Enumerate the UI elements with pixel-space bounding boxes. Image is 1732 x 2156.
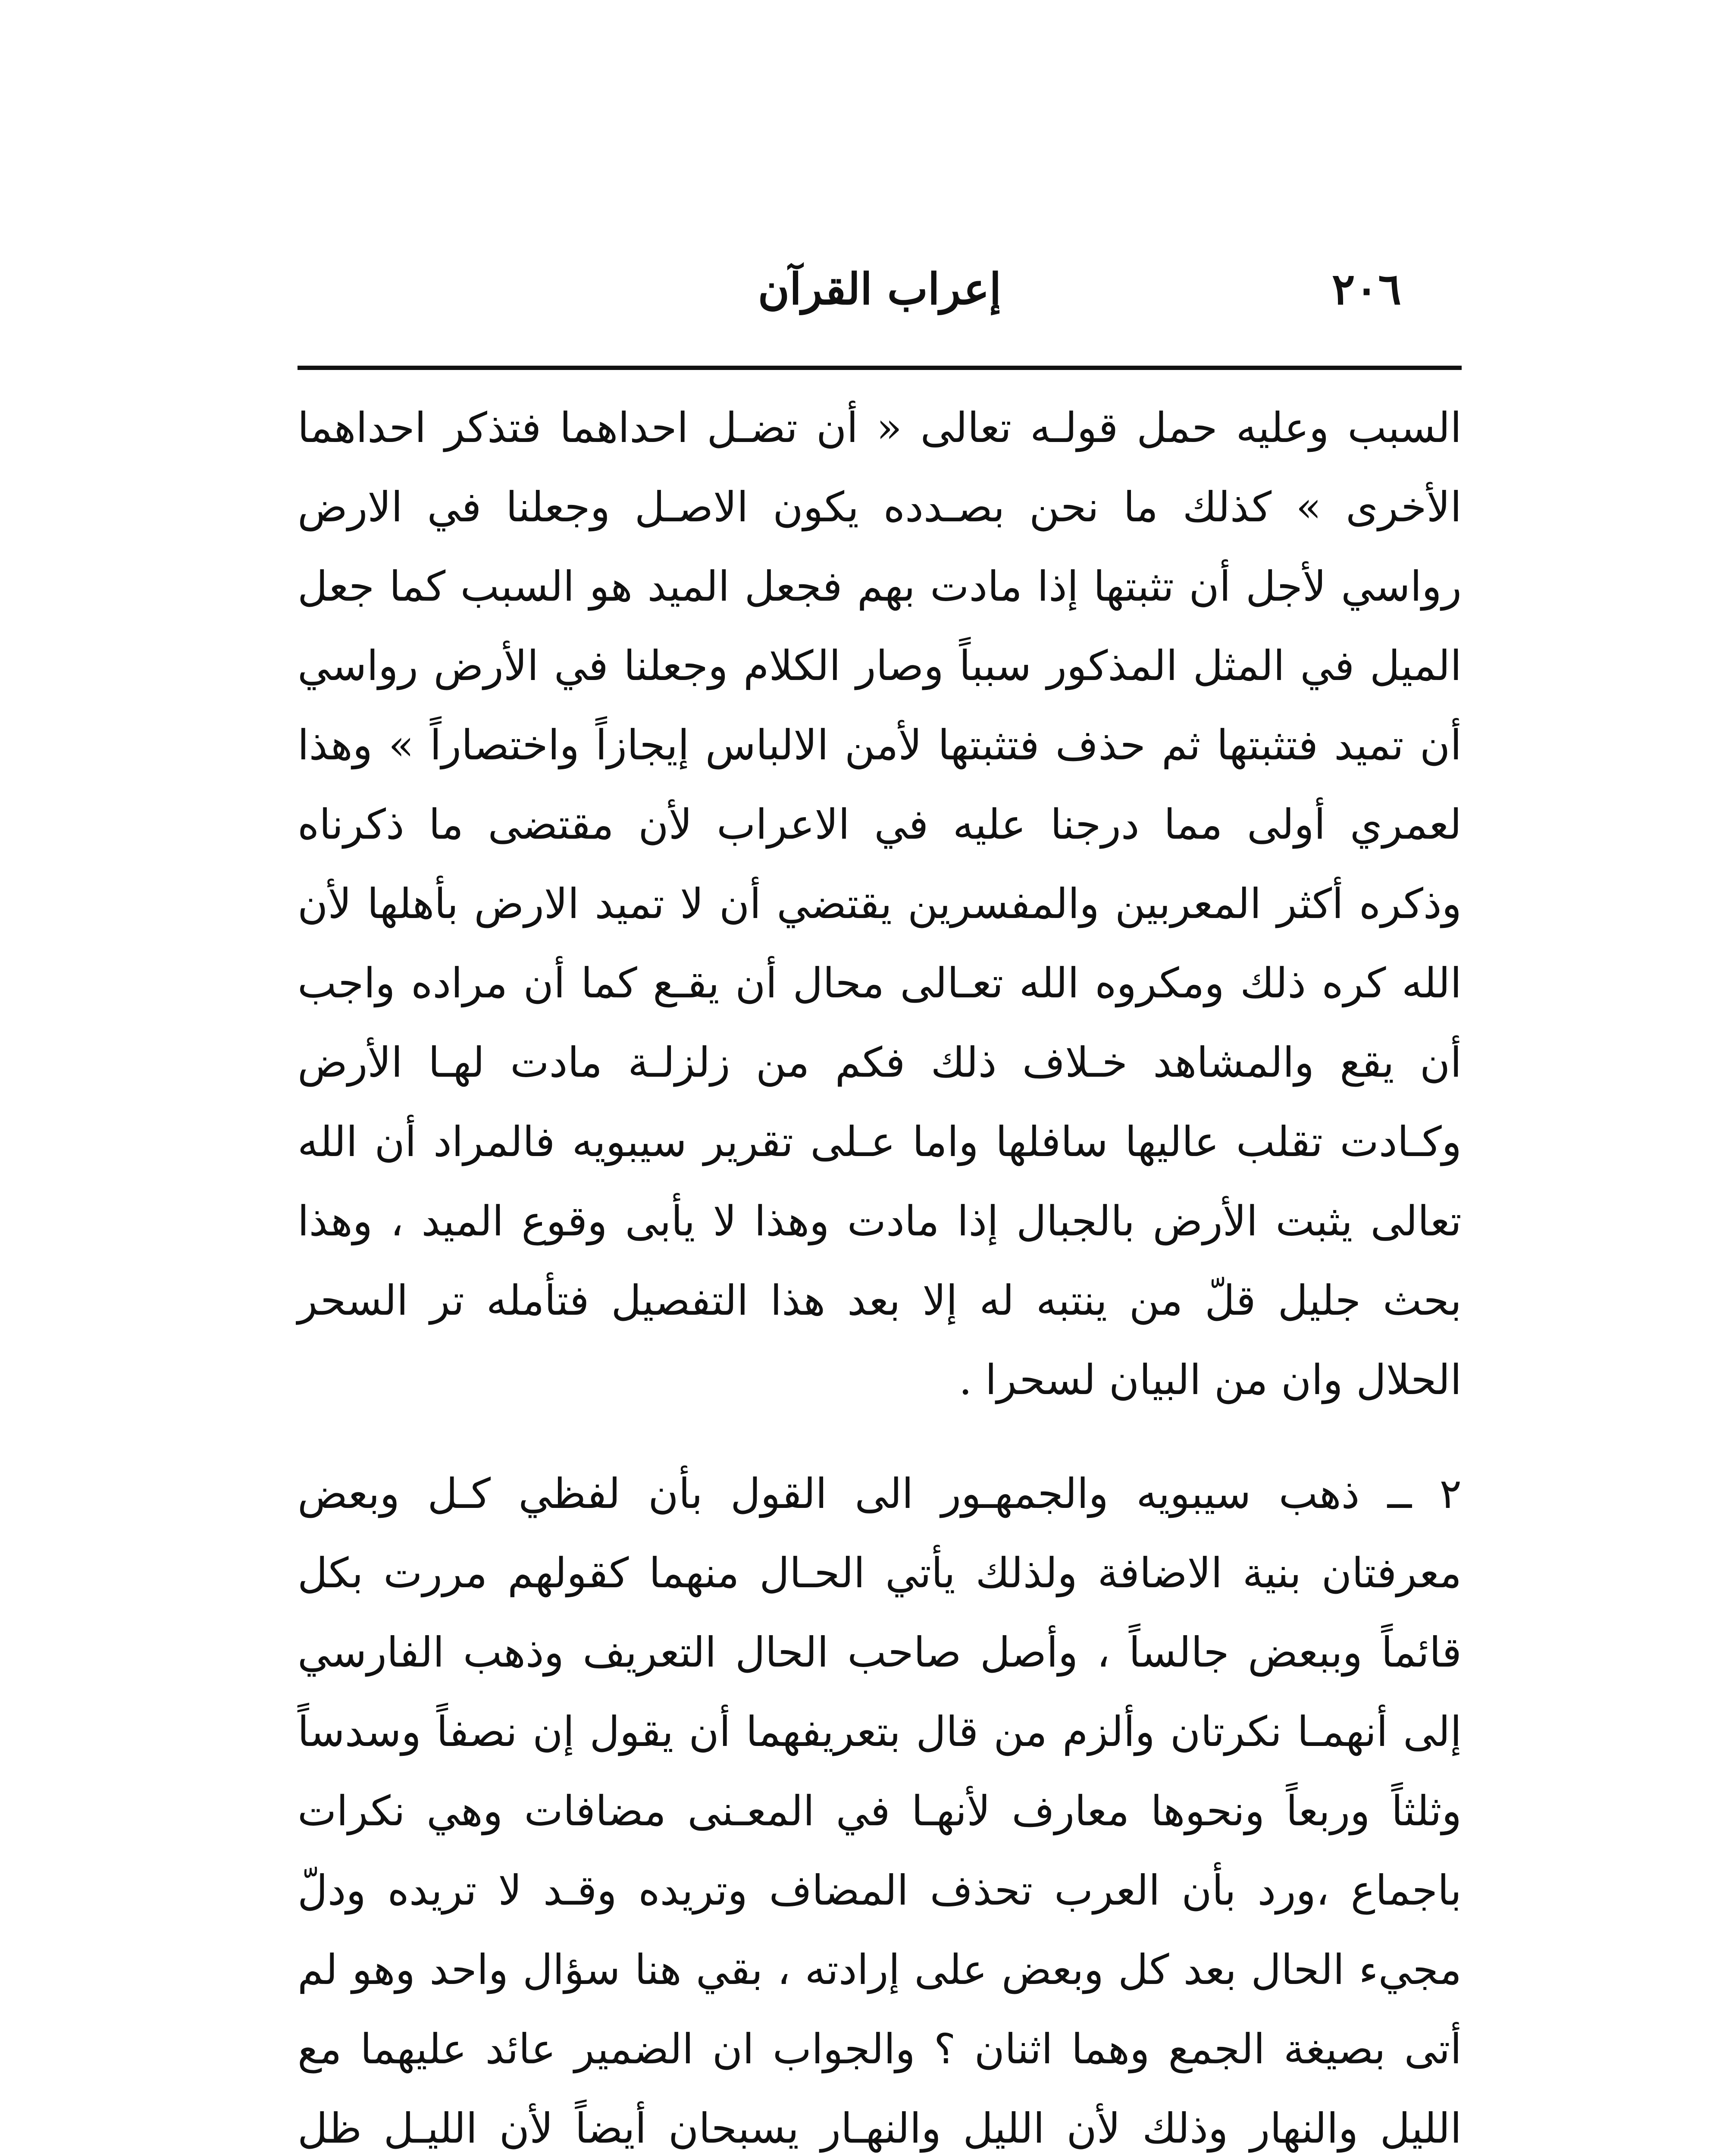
paragraph-1: السبب وعليه حمل قولـه تعالى « أن تضـل احداهما فتذكر احداهما الأخرى » كذلك ما نحن بصـدده يكون الاصـل وجعلنا في الارض رواسي لأجل أن تثبتها إذا مادت بهم فجعل الميد هو السبب كما جعل الميل في المثل المذكور سبباً وصار الكلام وجعلنا في الأرض رواسي أن تميد فتثبتها ثم حذف فتثبتها لأمن الالباس إيجازاً واختصاراً » وهذا لعمري أولى مما درجنا عليه في الاعراب لأن مقتضى ما ذكرناه وذكره أكثر المعربين والمفسرين يقتضي أن لا تميد الارض بأهلها لأن الله كره ذلك ومكروه الله تعـالى محال أن يقـع كما أن مراده واجب أن يقع والمشاهد خـلاف ذلك فكم من زلزلـة مادت لهـا الأرض وكـادت تقلب عاليها سافلها واما عـلى تقرير سيبويه فالمراد أن الله تعالى يثبت الأرض بالجبال إذا مادت وهذا لا يأبى وقوع الميد ، وهذا بحث جليل قلّ من ينتبه له إلا بعد هذا التفصيل فتأمله تر السحر الحلال وان من البيان لسحرا . bbox=[298, 404, 1462, 1404]
page-header bbox=[298, 254, 1462, 323]
header-divider bbox=[298, 366, 1462, 370]
page-body bbox=[298, 388, 1462, 2156]
page-number: ٢٠٦ bbox=[1331, 263, 1401, 314]
paragraph-2: ٢ ــ ذهب سيبويه والجمهـور الى القول بأن لفظي كـل وبعض معرفتان بنية الاضافة ولذلك يأتي الحـال منهما كقولهم مررت بكل قائماً وببعض جالساً ، وأصل صاحب الحال التعريف وذهب الفارسي إلى أنهمـا نكرتان وألزم من قال بتعريفهما أن يقول إن نصفاً وسدساً وثلثاً وربعاً ونحوها معارف لأنهـا في المعـنى مضافات وهي نكرات باجماع ،ورد بأن العرب تحذف المضاف وتريده وقـد لا تريده ودلّ مجيء الحال بعد كل وبعض على إرادته ، بقي هنا سؤال واحد وهو لم أتى بصيغة الجمع وهما اثنان ؟ والجواب ان الضمير عائد عليهما مع الليل والنهار وذلك لأن الليل والنهـار يسبحان أيضاً لأن الليـل ظل bbox=[298, 1470, 1462, 2153]
running-title: إعراب القرآن bbox=[758, 263, 1002, 314]
